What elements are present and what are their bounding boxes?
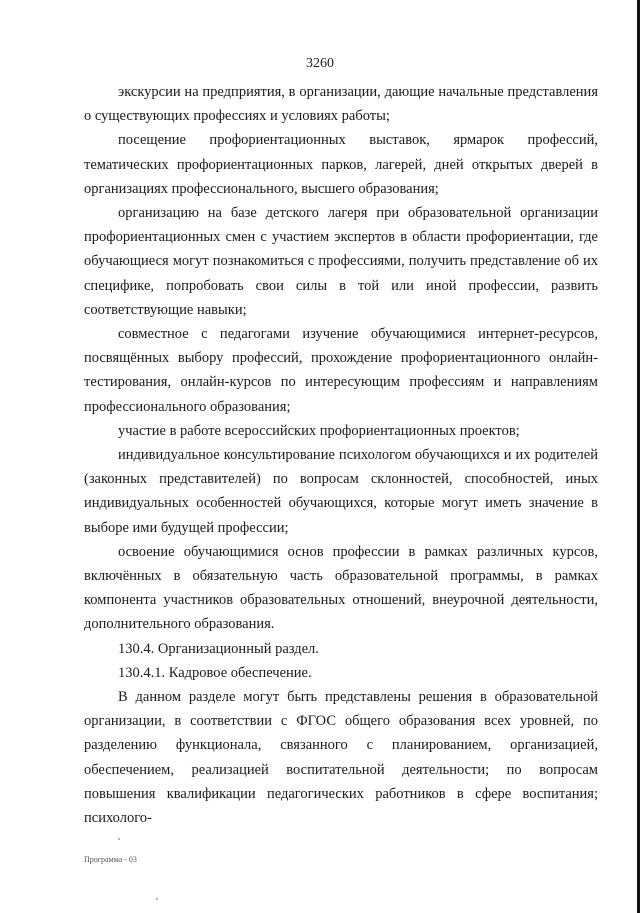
paragraph-national-projects: участие в работе всероссийских профориентационных проектов; — [118, 422, 520, 439]
scan-speck — [118, 838, 120, 840]
paragraph-exhibitions: посещение профориентационных выставок, ярмарок профессий, тематических профориентационных парков, лагерей, дней открытых дверей в организациях профессионального, высшего образования; — [84, 132, 598, 197]
paragraph-profession-basics: освоение обучающимися основ профессии в рамках различных курсов, включённых в обязательную часть образовательной программы, в рамках компонента участников образовательных отношений, внеурочной деятельности, дополнительного образования. — [84, 543, 598, 633]
paragraph-camp-shifts: организацию на базе детского лагеря при образовательной организации профориентационных смен с участием экспертов в области профориентации, где обучающиеся могут познакомиться с профессиями, получить представление об их специфике, попробовать свои силы в той или иной профессии, развить соответствующие навыки; — [84, 205, 598, 318]
section-heading-organizational: 130.4. Организационный раздел. — [118, 640, 319, 657]
document-body — [84, 80, 598, 830]
paragraph-staffing-decisions: В данном разделе могут быть представлены решения в образовательной организации, в соответствии с ФГОС общего образования всех уровней, по разделению функционала, связанного с планированием, организацией, обеспечением, реализацией воспитательной деятельности; по вопросам повышения квалификации педагогических работников в сфере воспитания; психолого- — [84, 689, 598, 827]
section-heading-staffing: 130.4.1. Кадровое обеспечение. — [118, 664, 312, 681]
paragraph-excursions: экскурсии на предприятия, в организации, дающие начальные представления о существующих профессиях и условиях работы; — [84, 84, 598, 125]
scan-speck — [156, 898, 158, 900]
paragraph-psychologist-consulting: индивидуальное консультирование психологом обучающихся и их родителей (законных представителей) по вопросам склонностей, способностей, иных индивидуальных особенностей обучающихся, которые могут иметь значение в выборе ими будущей профессии; — [84, 447, 598, 536]
footer-code: Программа - 03 — [84, 855, 137, 864]
paragraph-internet-resources: совместное с педагогами изучение обучающимися интернет-ресурсов, посвящённых выбору профессий, прохождение профориентационного онлайн-тестирования, онлайн-курсов по интересующим профессиям и направлениям профессионального образования; — [84, 326, 598, 415]
page-number: 3260 — [306, 56, 334, 71]
